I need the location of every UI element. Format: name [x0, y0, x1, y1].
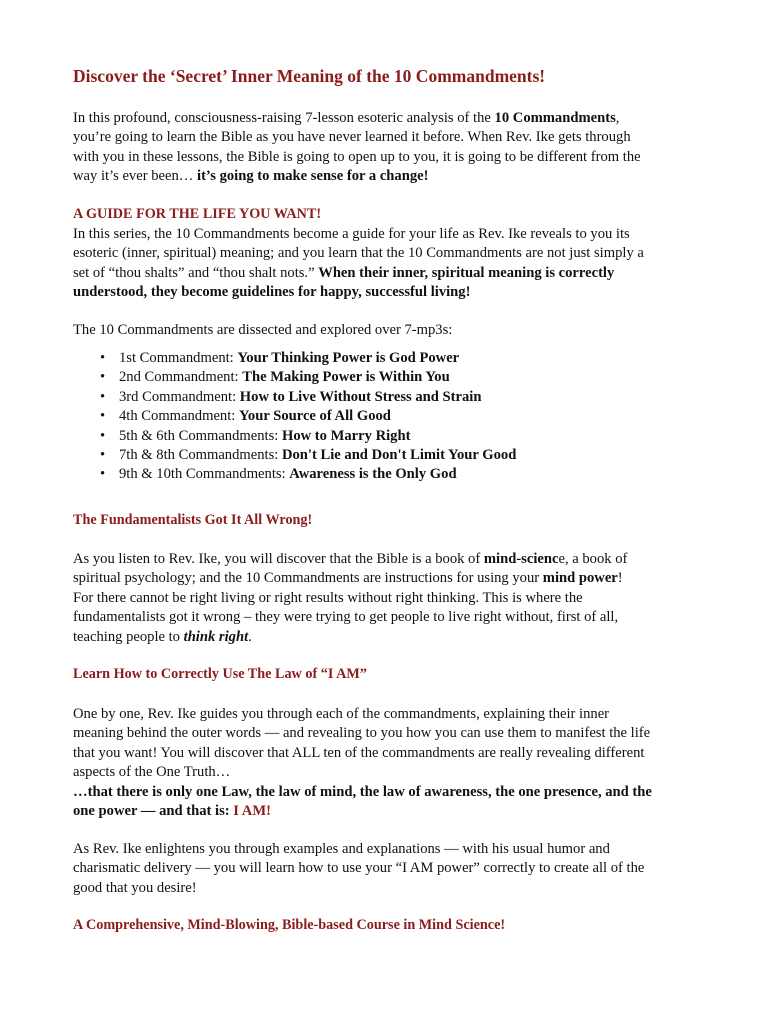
commandment-title: Your Thinking Power is God Power	[237, 350, 460, 366]
fundamentalists-emphasis: mind power	[542, 570, 618, 587]
guide-emphasis-line: understood, they become guidelines for happy, successful living!	[73, 284, 471, 301]
intro-paragraph	[73, 109, 713, 187]
fundamentalists-emphasis: think right	[183, 628, 249, 645]
fundamentalists-emphasis: mind-scienc	[483, 551, 559, 567]
commandment-item	[100, 407, 516, 426]
iam-highlight: I AM!	[233, 803, 271, 820]
list-intro-text: The 10 Commandments are dissected and explored over 7-mp3s:	[73, 322, 453, 338]
commandment-title: How to Marry Right	[281, 427, 411, 444]
commandment-label: 9th & 10th Commandments:	[119, 466, 290, 483]
iam-line: that you want! You will discover that ALL ten of the commandments are really revealing different	[73, 744, 645, 761]
intro-text: ,	[615, 110, 620, 126]
commandment-title: How to Live Without Stress and Strain	[239, 388, 482, 405]
list-intro	[73, 321, 713, 340]
intro-emphasis: 10 Commandments	[494, 110, 616, 126]
intro-text: way it’s ever been…	[73, 168, 198, 185]
bullet-icon: •	[100, 388, 106, 405]
fundamentalists-text: .	[248, 628, 252, 645]
intro-text: In this profound, consciousness-raising 7-lesson esoteric analysis of the	[73, 110, 495, 126]
iam-heading: Learn How to Correctly Use The Law of “I AM”	[73, 666, 367, 682]
guide-paragraph	[73, 225, 713, 303]
commandment-list	[100, 349, 516, 485]
iam-line: meaning behind the outer words — and revealing to you how you can use them to manifest the life	[73, 725, 651, 742]
bullet-icon: •	[100, 427, 106, 444]
commandment-label: 3rd Commandment:	[119, 388, 240, 405]
fundamentalists-text: e, a book of	[558, 551, 628, 567]
commandment-item	[100, 446, 516, 465]
commandment-label: 7th & 8th Commandments:	[119, 447, 282, 464]
commandment-label: 5th & 6th Commandments:	[119, 427, 282, 444]
commandment-item	[100, 388, 516, 407]
fundamentalists-line: For there cannot be right living or right results without right thinking. This is where the	[73, 589, 583, 606]
guide-line: esoteric (inner, spiritual) meaning; and you learn that the 10 Commandments are not just simply a	[73, 245, 644, 262]
guide-text: set of “thou shalts” and “thou shalt nots.”	[73, 264, 319, 281]
commandment-label: 1st Commandment:	[119, 350, 238, 366]
enlighten-line: As Rev. Ike enlightens you through examples and explanations — with his usual humor and	[73, 841, 610, 857]
intro-emphasis: it’s going to make sense for a change!	[197, 168, 429, 185]
bullet-icon: •	[100, 447, 106, 464]
commandment-title: Don't Lie and Don't Limit Your Good	[281, 447, 517, 464]
commandment-title: The Making Power is Within You	[242, 369, 450, 386]
bullet-icon: •	[100, 350, 106, 366]
fundamentalists-line: fundamentalists got it wrong – they were trying to get people to live right without, first of all,	[73, 609, 619, 626]
intro-line: you’re going to learn the Bible as you have never learned it before. When Rev. Ike gets through	[73, 129, 631, 146]
bullet-icon: •	[100, 369, 106, 386]
enlighten-line: charismatic delivery — you will learn how to use your “I AM power” correctly to create all of the	[73, 860, 645, 877]
commandment-label: 4th Commandment:	[119, 408, 239, 425]
iam-emphasis-line: …that there is only one Law, the law of mind, the law of awareness, the one presence, and the	[73, 783, 652, 800]
commandment-label: 2nd Commandment:	[119, 369, 243, 386]
fundamentalists-paragraph	[73, 550, 713, 647]
commandment-item	[100, 427, 516, 446]
iam-line: One by one, Rev. Ike guides you through each of the commandments, explaining their inner	[73, 706, 610, 722]
fundamentalists-text: !	[617, 570, 623, 587]
iam-emphasis: one power — and that is:	[73, 803, 234, 820]
page-title: Discover the ‘Secret’ Inner Meaning of the 10 Commandments!	[73, 66, 546, 86]
commandment-item	[100, 465, 516, 484]
iam-paragraph	[73, 705, 713, 821]
enlighten-paragraph	[73, 840, 713, 898]
guide-emphasis: When their inner, spiritual meaning is correctly	[318, 264, 615, 281]
commandment-title: Your Source of All Good	[239, 408, 391, 425]
guide-line: In this series, the 10 Commandments become a guide for your life as Rev. Ike reveals to you its	[73, 226, 630, 242]
bullet-icon: •	[100, 466, 106, 483]
fundamentalists-heading: The Fundamentalists Got It All Wrong!	[73, 512, 313, 528]
fundamentalists-text: As you listen to Rev. Ike, you will discover that the Bible is a book of	[73, 551, 484, 567]
enlighten-line: good that you desire!	[73, 879, 197, 896]
commandment-title: Awareness is the Only God	[289, 466, 457, 483]
iam-line: aspects of the One Truth…	[73, 764, 231, 781]
fundamentalists-text: teaching people to	[73, 628, 184, 645]
intro-line: with you in these lessons, the Bible is going to open up to you, it is going to be different from the	[73, 148, 641, 165]
bullet-icon: •	[100, 408, 106, 425]
guide-heading: A GUIDE FOR THE LIFE YOU WANT!	[73, 206, 322, 222]
commandment-item	[100, 349, 516, 368]
fundamentalists-text: spiritual psychology; and the 10 Commandments are instructions for using your	[73, 570, 543, 587]
commandment-item	[100, 368, 516, 387]
course-heading: A Comprehensive, Mind-Blowing, Bible-based Course in Mind Science!	[73, 917, 506, 933]
